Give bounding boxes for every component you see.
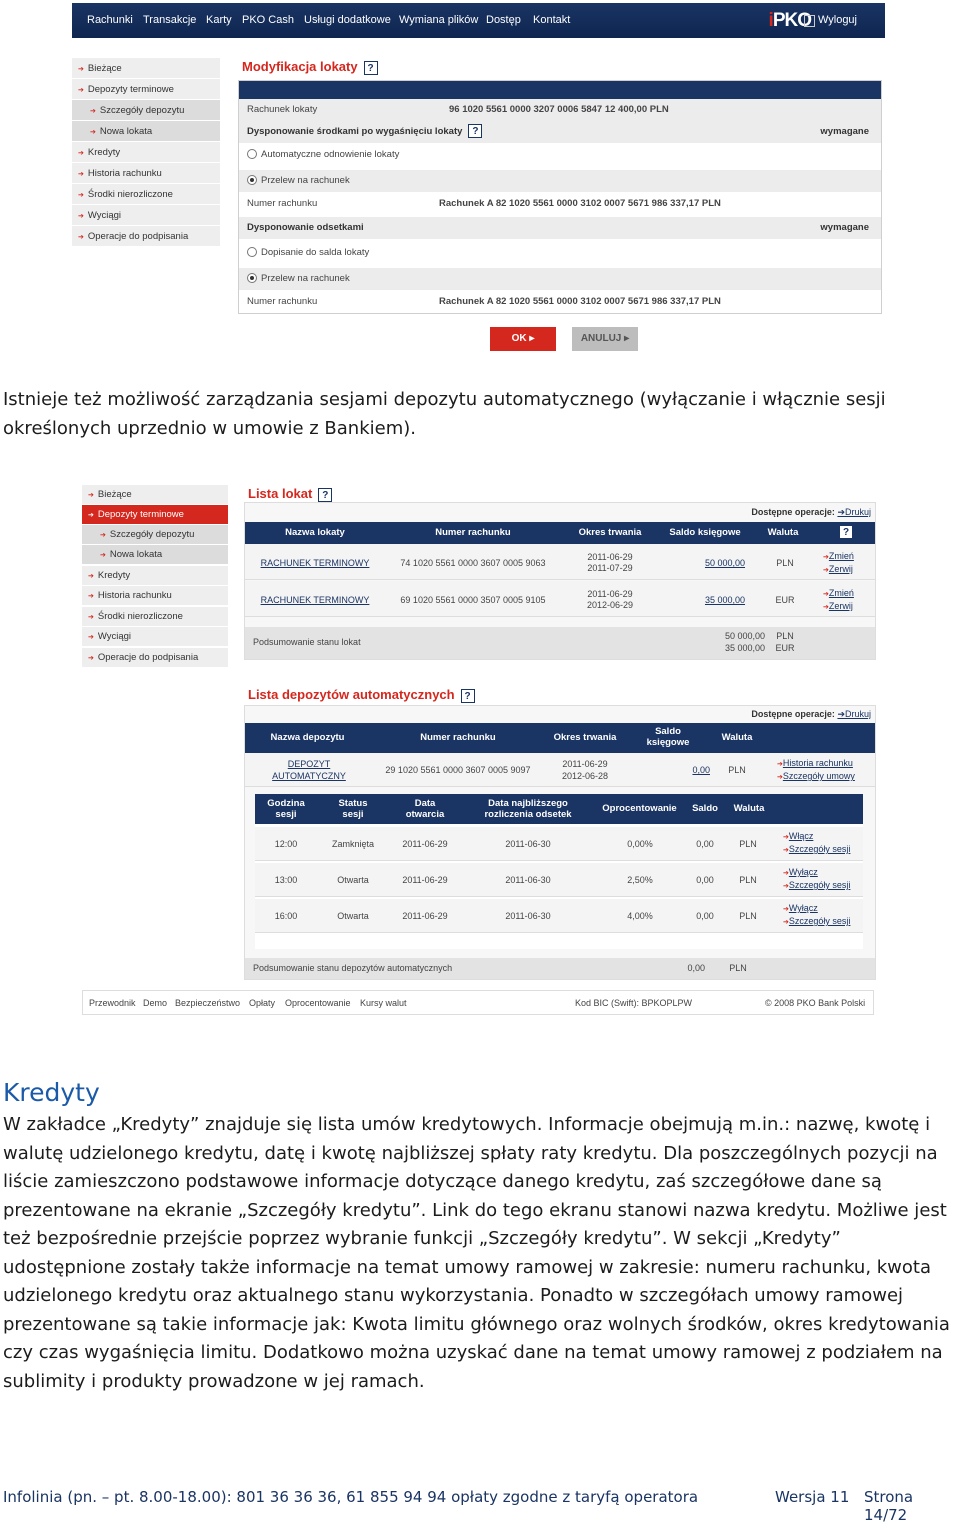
summary-currency-1: PLN	[776, 631, 794, 641]
currency: PLN	[776, 558, 794, 568]
table-row	[255, 899, 863, 933]
option-auto-renew-label: Automatyczne odnowienie lokaty	[261, 149, 400, 160]
account-number-row-2	[239, 291, 881, 313]
auto-deposit-account: 29 1020 5561 0000 3607 0005 9097	[385, 765, 531, 775]
cancel-button[interactable]	[572, 327, 638, 351]
table-row	[255, 827, 863, 861]
sidebar-item-szczegoly[interactable]: ➔ Szczegóły depozytu	[82, 525, 228, 545]
cancel-label: ANULUJ	[580, 333, 622, 344]
link-kursy-walut[interactable]: Kursy walut	[360, 998, 407, 1008]
sidebar-item-biezace[interactable]: ➔ Bieżące	[82, 485, 228, 505]
account-history-link[interactable]: ➔ Historia rachunku	[777, 758, 853, 768]
option-add-balance-label: Dopisanie do salda lokaty	[261, 247, 370, 258]
nav-wymiana-plikow[interactable]: Wymiana plików	[399, 14, 479, 26]
session-hour: 16:00	[274, 911, 298, 921]
deposit-list-title-text: Lista lokat	[248, 486, 313, 501]
dispose-funds-row	[239, 121, 881, 143]
session-open-date: 2011-06-29	[402, 839, 448, 849]
session-settlement-date: 2011-06-30	[505, 839, 551, 849]
change-link[interactable]: ➔ Zmień	[823, 551, 854, 561]
help-icon[interactable]: ?	[839, 525, 853, 539]
dispose-interest-row	[239, 217, 881, 239]
auto-deposit-name-link[interactable]: DEPOZYT	[287, 759, 331, 769]
col-header-name[interactable]: Nazwa lokaty	[285, 527, 345, 538]
sessions-panel	[255, 794, 863, 949]
sidebar-1	[72, 58, 220, 248]
session-open-date: 2011-06-29	[402, 911, 448, 921]
session-hour: 12:00	[274, 839, 298, 849]
col-header-period[interactable]: Okres trwania	[578, 527, 642, 538]
session-currency: PLN	[739, 911, 757, 921]
col-header-rate[interactable]: Oprocentowanie	[602, 803, 677, 814]
col-header-open-date[interactable]: Data otwarcia	[405, 798, 445, 820]
footer-page: Strona 14/72	[864, 1488, 914, 1524]
available-ops-label: Dostępne operacje:	[751, 507, 835, 517]
auto-summary-value: 0,00	[687, 963, 705, 973]
modify-deposit-form	[238, 80, 882, 314]
logo-text: PKO	[772, 10, 811, 31]
period-from: 2011-06-29	[562, 759, 608, 769]
account-number-row	[239, 193, 881, 215]
deposit-list-header	[245, 522, 875, 544]
col-header-period[interactable]: Okres trwania	[553, 732, 617, 743]
option-auto-renew[interactable]	[239, 144, 881, 166]
summary-label: Podsumowanie stanu lokat	[253, 637, 361, 647]
available-ops	[751, 709, 871, 720]
session-rate: 0,00%	[627, 839, 653, 849]
col-header-session-hour[interactable]: Godzina sesji	[267, 798, 305, 820]
session-rate: 2,50%	[627, 875, 653, 885]
col-header-account[interactable]: Numer rachunku	[435, 527, 511, 538]
link-oprocentowanie[interactable]: Oprocentowanie	[285, 998, 351, 1008]
sidebar-item-biezace[interactable]: ➔ Bieżące	[72, 58, 220, 79]
help-icon[interactable]: ?	[468, 124, 482, 138]
account-number-value[interactable]: Rachunek A 82 1020 5561 0000 3102 0007 5671 986 337,17 PLN	[439, 198, 721, 209]
account-number-label: Numer rachunku	[247, 296, 318, 307]
option-transfer-label: Przelew na rachunek	[261, 175, 350, 186]
deposit-account: 74 1020 5561 0000 3607 0005 9063	[400, 558, 546, 568]
sidebar-item-operacje[interactable]: ➔ Operacje do podpisania	[82, 648, 228, 668]
col-header-balance[interactable]: Saldo księgowe	[669, 527, 741, 538]
auto-summary-currency: PLN	[729, 963, 747, 973]
summary-currency-2: EUR	[775, 643, 795, 653]
nav-pko-cash[interactable]: PKO Cash	[242, 14, 294, 26]
help-icon[interactable]: ?	[461, 689, 475, 703]
session-rate: 4,00%	[627, 911, 653, 921]
deposit-account-row	[239, 99, 881, 121]
sessions-header	[255, 794, 863, 824]
link-demo[interactable]: Demo	[143, 998, 168, 1008]
disable-session-link[interactable]: ➔ Wyłącz	[783, 867, 818, 877]
account-number-label: Numer rachunku	[247, 198, 318, 209]
session-details-link[interactable]: ➔ Szczegóły sesji	[783, 880, 850, 890]
col-header-balance[interactable]: Saldo	[692, 803, 718, 814]
session-status: Zamknięta	[331, 839, 375, 849]
arrow-right-icon: ▸	[529, 333, 535, 344]
nav-rachunki[interactable]: Rachunki	[87, 14, 133, 26]
top-navigation-bar	[72, 3, 885, 38]
arrow-right-icon: ▸	[624, 333, 630, 344]
deposit-account: 69 1020 5561 0000 3507 0005 9105	[400, 595, 546, 605]
table-row	[245, 581, 875, 617]
table-row	[245, 753, 875, 787]
print-link[interactable]	[837, 507, 871, 517]
nav-uslugi-dodatkowe[interactable]: Usługi dodatkowe	[304, 14, 391, 26]
auto-deposit-title-text: Lista depozytów automatycznych	[248, 687, 455, 702]
deposit-name-link[interactable]: RACHUNEK TERMINOWY	[260, 595, 370, 605]
radio-transfer[interactable]	[247, 175, 257, 185]
link-oplaty[interactable]: Opłaty	[249, 998, 276, 1008]
logo-i: i	[768, 10, 773, 31]
currency: PLN	[728, 765, 746, 775]
disable-session-link[interactable]: ➔ Wyłącz	[783, 903, 818, 913]
help-icon[interactable]: ?	[364, 61, 378, 75]
sidebar-item-depozyty[interactable]: ➔ Depozyty terminowe	[72, 79, 220, 100]
dispose-funds-label: Dysponowanie środkami po wygaśnięciu lokaty	[247, 126, 463, 137]
balance-link[interactable]: 50 000,00	[704, 558, 746, 568]
link-przewodnik[interactable]: Przewodnik	[89, 998, 136, 1008]
auto-summary-label: Podsumowanie stanu depozytów automatycznych	[253, 963, 453, 973]
copyright: © 2008 PKO Bank Polski	[765, 998, 866, 1008]
radio-auto-renew[interactable]	[247, 149, 257, 159]
auto-deposit-table	[244, 705, 876, 980]
sidebar-item-depozyty[interactable]: ➔ Depozyty terminowe	[82, 505, 228, 525]
period-from: 2011-06-29	[587, 552, 633, 562]
period-from: 2011-06-29	[587, 589, 633, 599]
table-row	[255, 863, 863, 897]
auto-summary-row	[245, 958, 875, 979]
nav-kontakt[interactable]: Kontakt	[533, 14, 571, 26]
break-link[interactable]: ➔ Zerwij	[823, 601, 853, 611]
sidebar-2	[82, 485, 228, 668]
required-label: wymagane	[820, 222, 869, 233]
balance-link[interactable]: 0,00	[692, 765, 710, 775]
required-label: wymagane	[820, 126, 869, 137]
summary-value-1: 50 000,00	[724, 631, 765, 641]
session-settlement-date: 2011-06-30	[505, 911, 551, 921]
available-ops-label: Dostępne operacje:	[751, 709, 835, 719]
help-icon[interactable]: ?	[318, 488, 332, 502]
paragraph-sessions: Istnieje też możliwość zarządzania sesjami depozytu automatycznego (wyłączanie i włącznie sesji określonych uprzednio w umowie z Bankiem).	[3, 389, 886, 439]
account-number-value-2[interactable]: Rachunek A 82 1020 5561 0000 3102 0007 5671 986 337,17 PLN	[439, 296, 721, 307]
sidebar-item-wyciagi[interactable]: ➔ Wyciągi	[72, 205, 220, 226]
session-settlement-date: 2011-06-30	[505, 875, 551, 885]
form-title	[242, 59, 378, 75]
option-transfer-2-label: Przelew na rachunek	[261, 273, 350, 284]
sidebar-item-szczegoly[interactable]: ➔ Szczegóły depozytu	[72, 100, 220, 121]
sidebar-item-srodki[interactable]: ➔ Środki nierozliczone	[72, 184, 220, 205]
period-to: 2011-07-29	[587, 563, 633, 573]
arrow-icon: ➔	[837, 709, 845, 719]
radio-add-balance[interactable]	[247, 247, 257, 257]
sidebar-item-historia[interactable]: ➔ Historia rachunku	[72, 163, 220, 184]
available-ops	[751, 507, 871, 518]
ok-label: OK	[511, 333, 527, 344]
session-details-link[interactable]: ➔ Szczegóły sesji	[783, 916, 850, 926]
col-header-currency[interactable]: Waluta	[733, 803, 765, 814]
session-status: Otwarta	[337, 911, 369, 921]
option-add-balance[interactable]	[239, 242, 881, 264]
print-label: Drukuj	[844, 709, 871, 719]
enable-session-link[interactable]: ➔ Włącz	[783, 831, 813, 841]
deposit-name-link[interactable]: RACHUNEK TERMINOWY	[260, 558, 370, 568]
session-balance: 0,00	[696, 839, 714, 849]
sidebar-item-wyciagi[interactable]: ➔ Wyciągi	[82, 627, 228, 647]
period-to: 2012-06-29	[586, 600, 634, 610]
footer-version: Wersja 11	[775, 1488, 850, 1506]
table-row	[245, 544, 875, 580]
section-heading: Kredyty	[3, 1078, 100, 1107]
session-currency: PLN	[739, 875, 757, 885]
print-link[interactable]	[837, 709, 871, 719]
col-header-settlement-date[interactable]: Data najbliższego rozliczenia odsetek	[484, 798, 572, 820]
session-details-link[interactable]: ➔ Szczegóły sesji	[783, 844, 850, 854]
col-header-currency[interactable]: Waluta	[767, 527, 799, 538]
nav-transakcje[interactable]: Transakcje	[143, 14, 197, 26]
break-link[interactable]: ➔ Zerwij	[823, 564, 853, 574]
sidebar-item-srodki[interactable]: ➔ Środki nierozliczone	[82, 607, 228, 627]
nav-karty[interactable]: Karty	[206, 14, 232, 26]
sidebar-item-kredyty[interactable]: ➔ Kredyty	[72, 142, 220, 163]
change-link[interactable]: ➔ Zmień	[823, 588, 854, 598]
sidebar-item-nowa-lokata[interactable]: ➔ Nowa lokata	[72, 121, 220, 142]
dispose-interest-label: Dysponowanie odsetkami	[247, 222, 364, 233]
radio-transfer-2[interactable]	[247, 273, 257, 283]
session-balance: 0,00	[696, 875, 714, 885]
section-body: W zakładce „Kredyty” znajduje się lista umów kredytowych. Informacje obejmują m.in.: nazwę, kwotę i walutę udzielonego kredytu, datę i kwotę najbliższej spłaty raty kredytu. Dla poszczególnych pozycji na liście zamieszczono podstawowe informacje dotyczące danego kredytu, zaś szczegółowe dane są prezentowane na ekranie „Szczegóły kredytu”. Link do tego ekranu stanowi nazwa kredytu. Możliwe jest też bezpośrednie przejście poprzez wybranie funkcji „Szczegóły kredytu”. W sekcji „Kredyty” udostępnione zostały także informacje na temat umowy ramowej w zakresie: numeru rachunku, kwota udzielonego kredytu oraz aktualnego stanu wykorzystania. Ponadto w szczegółach umowy ramowej prezentowane są takie informacje jak: Kwota limitu głównego oraz wolnych środków, okres kredytowania czy czas wygaśnięcia limitu. Dodatkowo można uzyskać dane na temat umowy ramowej z podziałem na sublimity i produkty prowadzone w jej ramach.	[3, 1114, 950, 1392]
deposit-account-label: Rachunek lokaty	[247, 104, 318, 115]
session-open-date: 2011-06-29	[402, 875, 448, 885]
sidebar-item-historia[interactable]: ➔ Historia rachunku	[82, 586, 228, 606]
balance-link[interactable]: 35 000,00	[704, 595, 746, 605]
print-label: Drukuj	[844, 507, 871, 517]
col-header-currency[interactable]: Waluta	[721, 732, 753, 743]
link-bezpieczenstwo[interactable]: Bezpieczeństwo	[175, 998, 241, 1008]
deposit-list-table	[244, 502, 876, 660]
session-status: Otwarta	[337, 875, 369, 885]
sidebar-item-operacje[interactable]: ➔ Operacje do podpisania	[72, 226, 220, 247]
option-transfer[interactable]	[239, 170, 881, 192]
col-header-session-status[interactable]: Status sesji	[338, 798, 368, 820]
session-currency: PLN	[739, 839, 757, 849]
col-header-balance[interactable]: Saldo księgowe	[646, 726, 690, 748]
footer-hotline: Infolinia (pn. – pt. 8.00-18.00): 801 36 36 36, 61 855 94 94 opłaty zgodne z taryfą operatora	[3, 1488, 699, 1506]
deposit-account-value: 96 1020 5561 0000 3207 0006 5847 12 400,00 PLN	[449, 104, 669, 115]
deposit-list-title	[248, 486, 332, 502]
form-title-text: Modyfikacja lokaty	[242, 59, 358, 74]
logout-button[interactable]: Wyloguj	[804, 14, 857, 26]
currency: EUR	[775, 595, 795, 605]
form-header-bar	[239, 81, 881, 99]
nav-dostep[interactable]: Dostęp	[486, 14, 521, 26]
deposit-summary-row	[245, 627, 875, 659]
sidebar-item-nowa-lokata[interactable]: ➔ Nowa lokata	[82, 545, 228, 565]
arrow-icon: ➔	[837, 507, 845, 517]
summary-value-2: 35 000,00	[724, 643, 765, 653]
auto-deposit-title	[248, 687, 475, 703]
col-header-name[interactable]: Nazwa depozytu	[270, 732, 345, 743]
bic-code: Kod BIC (Swift): BPKOPLPW	[575, 998, 693, 1008]
auto-deposit-name-link-2[interactable]: AUTOMATYCZNY	[272, 771, 346, 781]
col-header-account[interactable]: Numer rachunku	[420, 732, 496, 743]
session-balance: 0,00	[696, 911, 714, 921]
ok-button[interactable]	[490, 327, 556, 351]
bottom-bar	[82, 990, 874, 1015]
period-to: 2012-06-28	[561, 771, 609, 781]
session-hour: 13:00	[274, 875, 298, 885]
option-transfer-2[interactable]	[239, 268, 881, 290]
contract-details-link[interactable]: ➔ Szczegóły umowy	[777, 771, 855, 781]
auto-deposit-header	[245, 723, 875, 753]
sidebar-item-kredyty[interactable]: ➔ Kredyty	[82, 566, 228, 586]
